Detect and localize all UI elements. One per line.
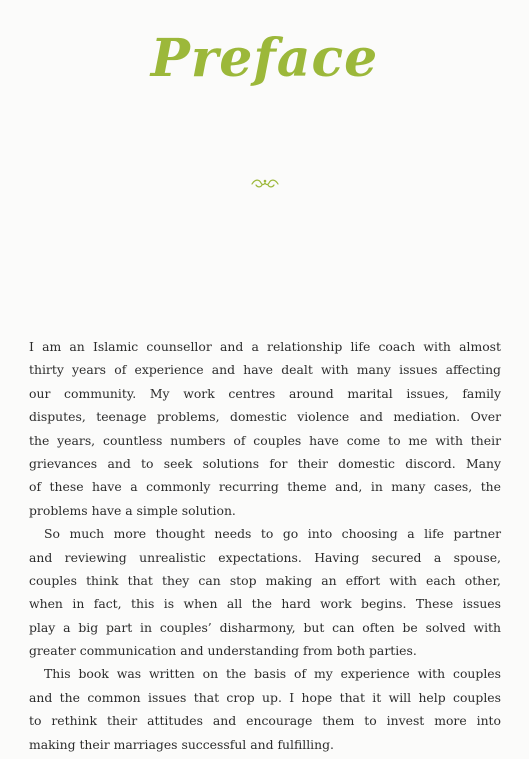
text-line: So much more thought needs to go into choosing a life partner: [44, 526, 501, 542]
text-line: and the common issues that crop up. I hope that it will help couples: [29, 689, 501, 705]
text-line: disputes, teenage problems, domestic violence and mediation. Over: [29, 409, 501, 425]
paragraph-2: [29, 522, 501, 662]
text-line: thirty years of experience and have dealt with many issues affecting: [29, 362, 501, 378]
text-line: I am an Islamic counsellor and a relationship life coach with almost: [29, 339, 501, 354]
text-line: play a big part in couples’ disharmony, but can often be solved with: [29, 619, 501, 635]
preface-body: [29, 335, 501, 756]
text-line: grievances and to seek solutions for their domestic discord. Many: [29, 455, 501, 471]
text-line: problems have a simple solution.: [29, 502, 236, 518]
text-line: to rethink their attitudes and encourage them to invest more into: [29, 713, 501, 729]
text-line: This book was written on the basis of my experience with couples: [44, 666, 501, 682]
paragraph-1: [29, 335, 501, 522]
floral-divider-icon: [250, 176, 280, 190]
text-line: the years, countless numbers of couples have come to me with their: [29, 432, 501, 448]
text-line: greater communication and understanding from both parties.: [29, 643, 417, 659]
text-line: and reviewing unrealistic expectations. Having secured a spouse,: [29, 549, 501, 565]
text-line: making their marriages successful and fulfilling.: [29, 736, 334, 752]
text-line: of these have a commonly recurring theme and, in many cases, the: [29, 479, 501, 495]
paragraph-3: [29, 662, 501, 756]
page-title: Preface: [150, 28, 379, 89]
text-line: our community. My work centres around marital issues, family: [29, 385, 501, 401]
text-line: couples think that they can stop making an effort with each other,: [29, 572, 501, 588]
text-line: when in fact, this is when all the hard work begins. These issues: [29, 596, 501, 612]
